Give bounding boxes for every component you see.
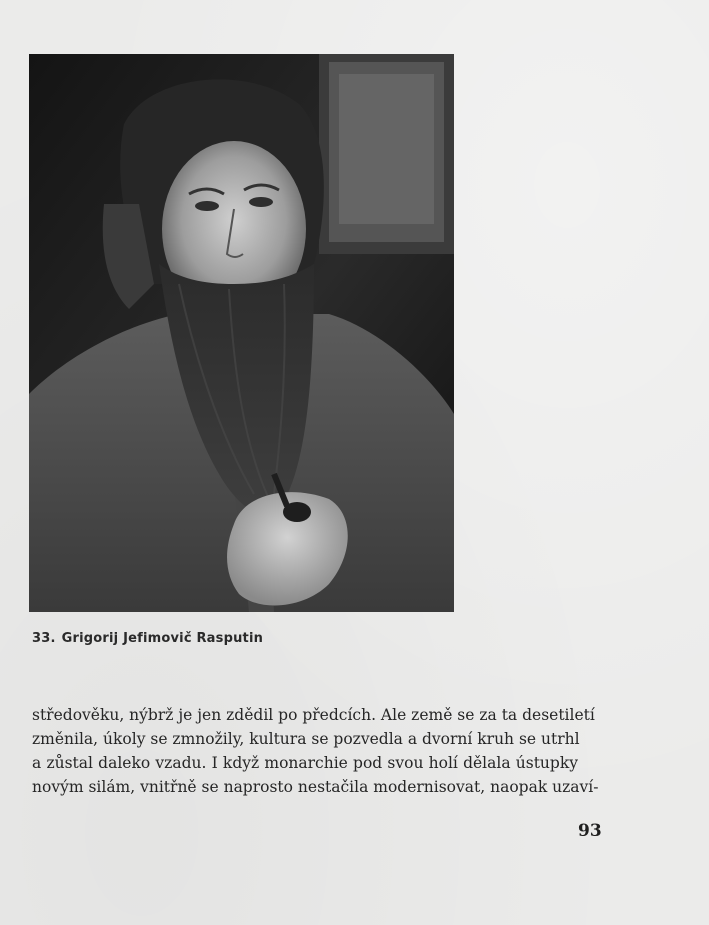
figure-caption — [32, 631, 263, 646]
figure-number: 33. — [32, 631, 56, 646]
portrait-photo-image — [29, 54, 454, 612]
body-line: a zůstal daleko vzadu. I když monarchie pod svou holí dělala ústupky — [32, 754, 578, 772]
body-paragraph — [32, 703, 599, 799]
body-line: středověku, nýbrž je jen zdědil po předcích. Ale země se za ta desetiletí — [32, 706, 595, 724]
body-line: novým silám, vnitřně se naprosto nestačila modernisovat, naopak uzaví- — [32, 778, 599, 796]
portrait-photograph — [29, 54, 454, 612]
page-number: 93 — [578, 821, 602, 841]
body-line: změnila, úkoly se zmnožily, kultura se pozvedla a dvorní kruh se utrhl — [32, 730, 580, 748]
figure-caption-text: Grigorij Jefimovič Rasputin — [61, 631, 264, 646]
